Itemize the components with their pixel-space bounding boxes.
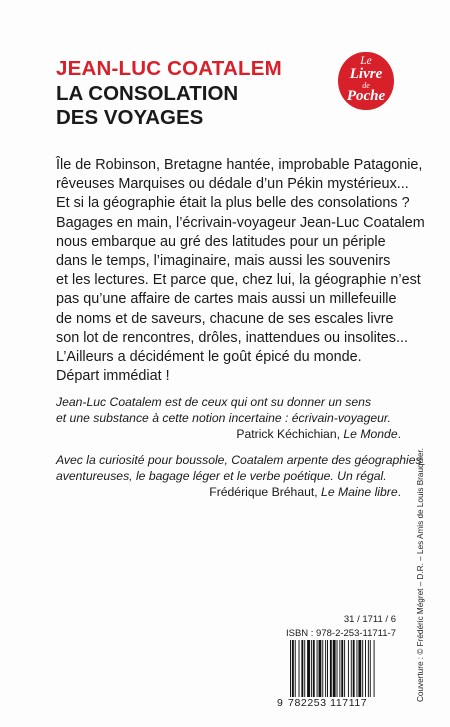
isbn-text: ISBN : 978-2-253-11711-7	[285, 628, 396, 639]
quote-author: Frédérique Bréhaut,	[209, 485, 322, 499]
quote-end: .	[397, 485, 401, 499]
summary-line: nous embarque au gré des latitudes pour un périple	[56, 233, 386, 250]
quote-line: Jean-Luc Coatalem est de ceux qui ont su donner un sens	[56, 395, 372, 409]
title-line-1: LA CONSOLATION	[56, 82, 239, 105]
logo-text-le: Le	[360, 55, 372, 67]
summary-line: son lot de rencontres, drôles, inattendues ou insolites...	[56, 329, 408, 346]
summary-line: pas qu’une affaire de cartes mais aussi un millefeuille	[56, 291, 397, 308]
summary-line: et les lectures. Et parce que, chez lui, la géographie n’est	[56, 272, 421, 289]
press-quote-le-monde	[56, 394, 401, 442]
summary-line: L’Ailleurs a décidément le goût épicé du monde.	[56, 349, 362, 366]
quote-source: Le Monde	[343, 427, 398, 441]
quote-source: Le Maine libre	[321, 485, 398, 499]
summary-line: rêveuses Marquises ou dédale d’un Pékin mystérieux...	[56, 176, 409, 193]
quote-line: et une substance à cette notion incertaine : écrivain-voyageur.	[56, 411, 391, 425]
summary-line: Et si la géographie était la plus belle des consolations ?	[56, 195, 410, 212]
livre-de-poche-logo	[338, 52, 394, 110]
quote-author: Patrick Kéchichian,	[236, 427, 344, 441]
cover-credit: Couverture : © Frédéric Mégret – D.R. – Les Amis de Louis Brauquier.	[416, 447, 425, 702]
quote-attribution	[56, 426, 401, 442]
book-title	[56, 82, 238, 130]
price-code: 31 / 1711 / 6	[343, 614, 396, 625]
barcode-digits: 782253 117117	[288, 697, 396, 711]
logo-text-livre: Livre	[349, 66, 383, 82]
author-name: JEAN-LUC COATALEM	[56, 57, 282, 80]
book-summary	[56, 156, 425, 386]
summary-line: Bagages en main, l’écrivain-voyageur Jean-Luc Coatalem	[56, 214, 425, 231]
quote-line: aventureuses, le bagage léger et le verbe poétique. Un régal.	[56, 469, 387, 483]
barcode-first-digit: 9	[277, 697, 283, 709]
quote-end: .	[397, 427, 401, 441]
title-line-2: DES VOYAGES	[56, 106, 204, 129]
quote-attribution	[56, 484, 401, 500]
summary-line: Île de Robinson, Bretagne hantée, improbable Patagonie,	[56, 157, 423, 173]
logo-text-poche: Poche	[346, 88, 386, 104]
quote-line: Avec la curiosité pour boussole, Coatalem arpente des géographies	[56, 453, 422, 467]
summary-line: Départ immédiat !	[56, 368, 170, 385]
press-quote-le-maine-libre	[56, 452, 422, 500]
summary-line: dans le temps, l’imaginaire, mais aussi les souvenirs	[56, 253, 391, 270]
summary-line: de noms et de saveurs, chacune de ses escales livre	[56, 310, 394, 327]
logo-text-de: de	[362, 81, 370, 90]
